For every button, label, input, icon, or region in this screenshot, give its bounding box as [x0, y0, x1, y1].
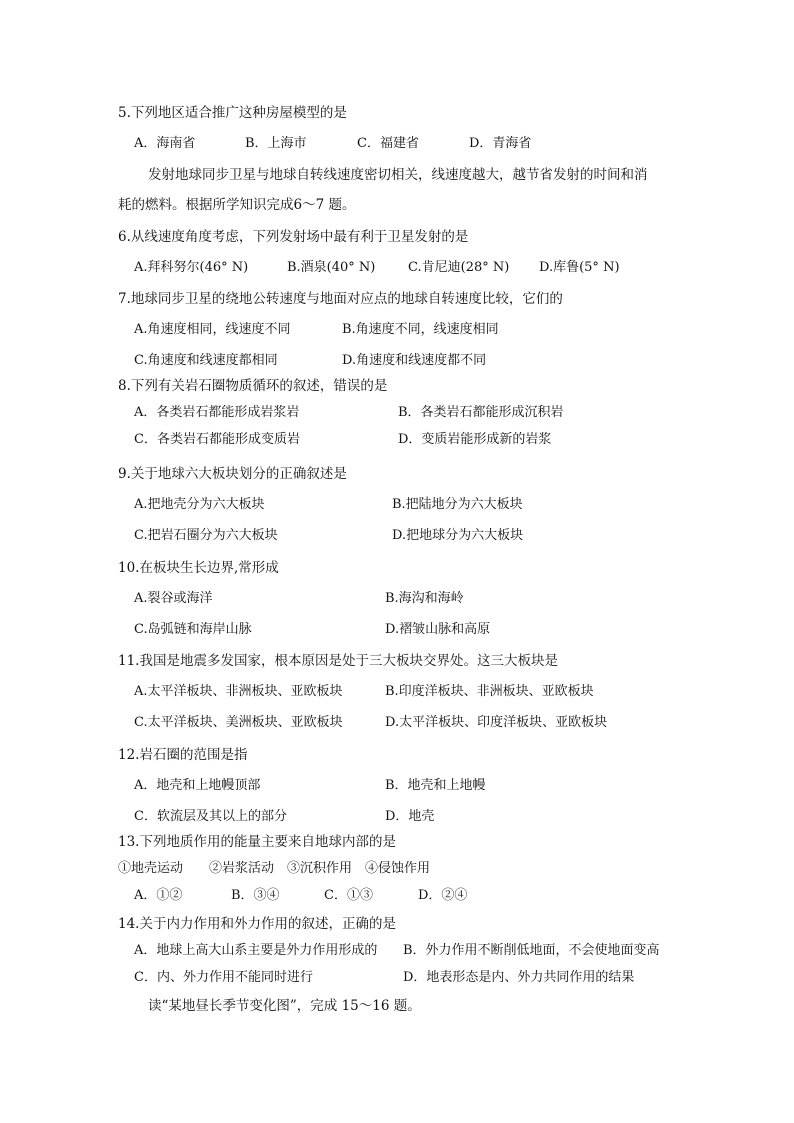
- q12-option-a: A．地壳和上地幔顶部: [134, 778, 261, 793]
- q11-option-a: A.太平洋板块、非洲板块、亚欧板块: [134, 684, 343, 699]
- intro-paragraph-line1: 发射地球同步卫星与地球自转线速度密切相关，线速度越大，越节省发射的时间和消: [148, 167, 648, 183]
- q9-stem: 9.关于地球六大板块划分的正确叙述是: [118, 466, 347, 482]
- q10-option-c: C.岛弧链和海岸山脉: [134, 622, 252, 637]
- q11-option-c: C.太平洋板块、美洲板块、亚欧板块: [134, 715, 343, 730]
- q12-option-d: D．地壳: [385, 809, 435, 824]
- q8-option-c: C．各类岩石都能形成变质岩: [134, 432, 300, 447]
- q11-stem: 11.我国是地震多发国家，根本原因是处于三大板块交界处。这三大板块是: [118, 653, 558, 669]
- q8-option-b: B．各类岩石都能形成沉积岩: [398, 405, 564, 420]
- q11-option-b: B.印度洋板块、非洲板块、亚欧板块: [385, 684, 594, 699]
- q8-option-d: D．变质岩能形成新的岩浆: [398, 432, 552, 447]
- q10-stem: 10.在板块生长边界,常形成: [118, 560, 279, 576]
- q6-option-c: C.肯尼迪(28° N): [408, 260, 510, 275]
- q14-stem: 14.关于内力作用和外力作用的叙述，正确的是: [118, 916, 396, 932]
- intro-paragraph-line2: 耗的燃料。根据所学知识完成6～7 题。: [118, 197, 356, 213]
- intro-15-16: 读“某地昼长季节变化图”，完成 15～16 题。: [148, 998, 421, 1014]
- q14-option-b: B．外力作用不断削低地面，不会使地面变高: [403, 943, 660, 958]
- q5-stem: 5.下列地区适合推广这种房屋模型的是: [118, 105, 347, 121]
- q12-option-b: B．地壳和上地幔: [385, 778, 486, 793]
- q13-option-b: B．③④: [231, 888, 280, 903]
- q9-option-b: B.把陆地分为六大板块: [392, 497, 523, 512]
- q5-option-a: A．海南省: [134, 136, 196, 151]
- q14-option-c: C．内、外力作用不能同时进行: [134, 970, 313, 985]
- q9-option-a: A.把地壳分为六大板块: [134, 497, 265, 512]
- q7-option-a: A.角速度相同，线速度不同: [134, 322, 291, 337]
- q8-stem: 8.下列有关岩石圈物质循环的叙述，错误的是: [118, 378, 388, 394]
- q5-option-b: B．上海市: [245, 136, 307, 151]
- q14-option-a: A．地球上高大山系主要是外力作用形成的: [134, 943, 378, 958]
- q5-option-c: C．福建省: [357, 136, 419, 151]
- q13-option-c: C．①③: [324, 888, 373, 903]
- q8-option-a: A．各类岩石都能形成岩浆岩: [134, 405, 300, 420]
- q7-stem: 7.地球同步卫星的绕地公转速度与地面对应点的地球自转速度比较，它们的: [118, 291, 563, 307]
- q13-stem: 13.下列地质作用的能量主要来自地球内部的是: [118, 834, 396, 850]
- q9-option-c: C.把岩石圈分为六大板块: [134, 528, 278, 543]
- q9-option-d: D.把地球分为六大板块: [392, 528, 524, 543]
- q13-option-d: D．②④: [418, 888, 468, 903]
- q13-option-a: A．①②: [134, 888, 183, 903]
- q6-option-d: D.库鲁(5° N): [539, 260, 620, 275]
- q12-stem: 12.岩石圈的范围是指: [118, 747, 248, 763]
- q6-stem: 6.从线速度角度考虑，下列发射场中最有利于卫星发射的是: [118, 229, 469, 245]
- q10-option-b: B.海沟和海岭: [385, 591, 464, 606]
- q7-option-b: B.角速度不同，线速度相同: [342, 322, 499, 337]
- q13-items: ①地壳运动 ②岩浆活动 ③沉积作用 ④侵蚀作用: [118, 861, 431, 876]
- q10-option-d: D.褶皱山脉和高原: [385, 622, 491, 637]
- q12-option-c: C．软流层及其以上的部分: [134, 809, 287, 824]
- q6-option-b: B.酒泉(40° N): [287, 260, 376, 275]
- q7-option-c: C.角速度和线速度都相同: [134, 353, 278, 368]
- q10-option-a: A.裂谷或海洋: [134, 591, 213, 606]
- q5-option-d: D．青海省: [469, 136, 532, 151]
- q7-option-d: D.角速度和线速度都不同: [342, 353, 487, 368]
- q6-option-a: A.拜科努尔(46° N): [134, 260, 249, 275]
- q11-option-d: D.太平洋板块、印度洋板块、亚欧板块: [385, 715, 608, 730]
- q14-option-d: D．地表形态是内、外力共同作用的结果: [403, 970, 635, 985]
